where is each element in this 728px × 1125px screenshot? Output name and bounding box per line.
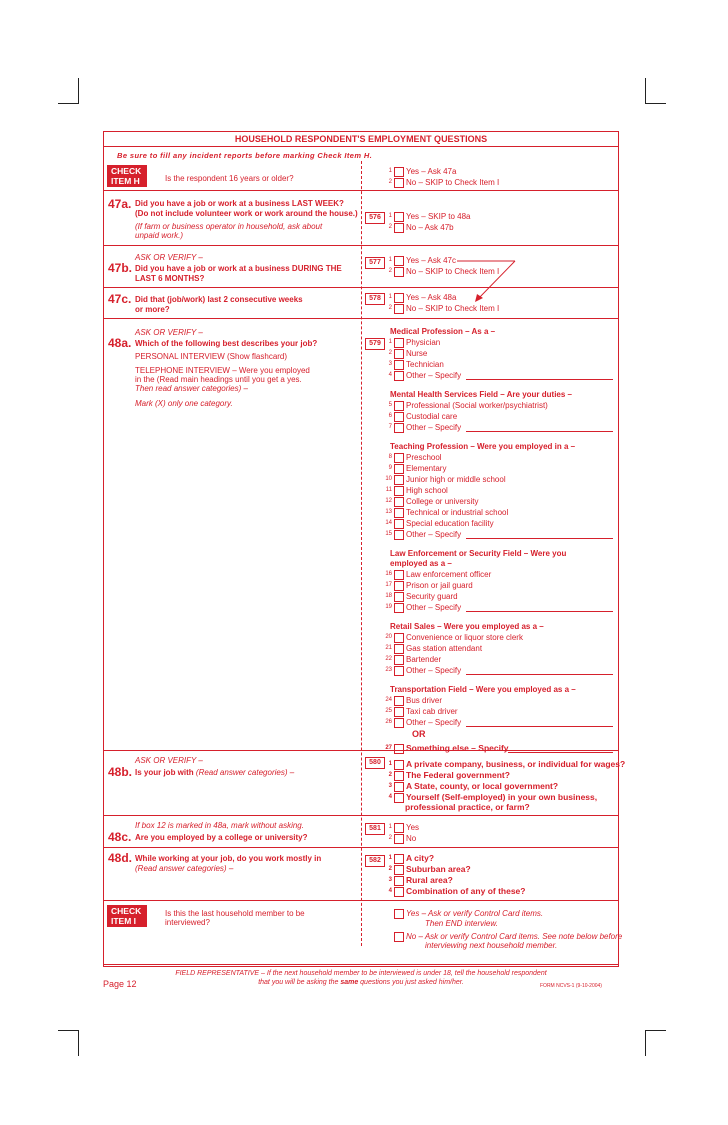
option-checkbox[interactable] [370, 222, 454, 233]
option-checkbox[interactable] [370, 255, 456, 266]
option-number: 2 [388, 835, 392, 841]
option-label: Yes – SKIP to 48a [406, 212, 471, 221]
crop-mark [58, 1030, 78, 1031]
option-label: Junior high or middle school [406, 475, 506, 484]
checkbox[interactable] [394, 876, 404, 886]
checkbox[interactable] [394, 267, 404, 277]
question-number: 47b. [108, 261, 133, 275]
check-item-i-label [107, 905, 147, 927]
question-text: While working at your job, do you work mostly in [135, 854, 322, 863]
checkbox[interactable] [394, 464, 404, 474]
checkbox[interactable] [394, 744, 404, 754]
option-label: No – Ask 47b [406, 223, 454, 232]
question-number: 48c. [108, 830, 132, 844]
option-label: A State, county, or local government? [406, 781, 559, 791]
option-number: 11 [385, 487, 392, 493]
section-heading: Medical Profession – As a – [390, 327, 496, 336]
option-label: Law enforcement officer [406, 570, 492, 579]
checkbox[interactable] [394, 696, 404, 706]
checkbox[interactable] [394, 178, 404, 188]
option-number: 26 [385, 719, 392, 725]
item-code: 580 [365, 757, 385, 769]
divider [103, 318, 619, 319]
option-label: Other – Specify [406, 603, 462, 612]
form-number: FORM NCVS-1 (9-10-2004) [540, 983, 602, 989]
option-checkbox[interactable] [370, 303, 499, 314]
option-number: 1 [388, 213, 392, 219]
option-label: Other – Specify [406, 666, 462, 675]
emphasis: same [340, 979, 359, 986]
option-number: 27 [385, 745, 392, 751]
option-checkbox[interactable] [370, 665, 461, 676]
option-checkbox[interactable] [370, 211, 471, 222]
option-checkbox[interactable] [370, 580, 473, 591]
checkbox[interactable] [394, 603, 404, 613]
item-code: 578 [365, 293, 385, 305]
checkbox[interactable] [394, 256, 404, 266]
option-number: 2 [388, 350, 392, 356]
option-number: 3 [388, 783, 392, 789]
option-number: 18 [385, 593, 392, 599]
divider [103, 190, 619, 191]
option-checkbox[interactable] [370, 348, 427, 359]
option-checkbox[interactable] [370, 781, 558, 792]
divider [103, 287, 619, 288]
divider [103, 900, 619, 901]
option-label: High school [406, 486, 448, 495]
interview-instruction: in the (Read main headings until you get a yes. [135, 375, 302, 384]
option-number: 1 [388, 257, 392, 263]
checkbox[interactable] [394, 401, 404, 411]
option-label: Convenience or liquor store clerk [406, 633, 523, 642]
skip-arrow [455, 258, 520, 303]
option-label: College or university [406, 497, 479, 506]
question-text [135, 768, 294, 778]
option-label: Elementary [406, 464, 447, 473]
option-number: 2 [388, 179, 392, 185]
crop-mark [58, 103, 78, 104]
question-text: Are you employed by a college or university? [135, 833, 308, 842]
option-checkbox[interactable] [370, 908, 543, 919]
checkbox[interactable] [394, 304, 404, 314]
option-number: 21 [385, 645, 392, 651]
checkbox[interactable] [394, 854, 404, 864]
option-checkbox[interactable] [370, 875, 453, 886]
question-number: 47a. [108, 197, 132, 211]
option-label: Prison or jail guard [406, 581, 473, 590]
option-checkbox[interactable] [370, 400, 548, 411]
checkbox[interactable] [394, 655, 404, 665]
checkbox[interactable] [394, 223, 404, 233]
option-checkbox[interactable] [370, 474, 506, 485]
option-label: Preschool [406, 453, 442, 462]
question-text: Which of the following best describes your job? [135, 339, 318, 348]
specify-line[interactable] [466, 379, 613, 380]
option-checkbox[interactable] [370, 632, 523, 643]
option-number: 20 [385, 634, 392, 640]
check-label-line: ITEM I [111, 916, 137, 926]
checkbox[interactable] [394, 423, 404, 433]
option-checkbox[interactable] [370, 706, 458, 717]
option-number: 3 [388, 877, 392, 883]
option-number: 2 [388, 224, 392, 230]
specify-line[interactable] [466, 538, 613, 539]
section-heading: employed as a – [390, 559, 452, 568]
checkbox[interactable] [394, 644, 404, 654]
option-number: 15 [385, 531, 392, 537]
option-number: 22 [385, 656, 392, 662]
option-label: Other – Specify [406, 423, 462, 432]
option-label: Yes – Ask or verify Control Card items. [406, 909, 544, 918]
option-number: 12 [385, 498, 392, 504]
checkbox[interactable] [394, 932, 404, 942]
specify-line[interactable] [466, 674, 613, 675]
option-number: 16 [385, 571, 392, 577]
item-code: 579 [365, 338, 385, 350]
mark-instruction: If box 12 is marked in 48a, mark without asking. [135, 821, 304, 830]
checkbox[interactable] [394, 371, 404, 381]
divider [103, 815, 619, 816]
checkbox[interactable] [394, 592, 404, 602]
checkbox[interactable] [394, 865, 404, 875]
ask-verify-prefix: ASK OR VERIFY – [135, 253, 203, 262]
page-title: HOUSEHOLD RESPONDENT'S EMPLOYMENT QUESTIONS [234, 134, 488, 144]
option-label: No [406, 834, 417, 843]
question-number: 48b. [108, 765, 133, 779]
option-checkbox[interactable] [370, 370, 461, 381]
option-label-continued: Then END interview. [425, 919, 498, 928]
checkbox[interactable] [394, 453, 404, 463]
checkbox[interactable] [394, 360, 404, 370]
option-label: Suburban area? [406, 864, 471, 874]
checkbox[interactable] [394, 570, 404, 580]
question-text: or more? [135, 305, 170, 314]
question-note: unpaid work.) [135, 231, 184, 240]
checkbox[interactable] [394, 834, 404, 844]
option-label: Something else – Specify [406, 743, 509, 753]
question-number: 48a. [108, 336, 132, 350]
checkbox[interactable] [394, 782, 404, 792]
option-checkbox[interactable] [370, 569, 491, 580]
option-label: Taxi cab driver [406, 707, 458, 716]
option-number: 10 [385, 476, 392, 482]
option-checkbox[interactable] [370, 770, 510, 781]
option-label: A private company, business, or individual for wages? [406, 759, 626, 769]
check-label-line: ITEM H [111, 176, 140, 186]
option-label: Yes – Ask 48a [406, 293, 457, 302]
check-i-question: Is this the last household member to be [165, 909, 305, 918]
checkbox[interactable] [394, 718, 404, 728]
option-number: 8 [388, 454, 392, 460]
specify-line[interactable] [466, 726, 613, 727]
option-label-continued: professional practice, or farm? [405, 802, 530, 812]
option-number: 3 [388, 361, 392, 367]
option-label: No – SKIP to Check Item I [406, 178, 500, 187]
option-number: 2 [388, 866, 392, 872]
option-number: 6 [388, 413, 392, 419]
column-divider [361, 161, 362, 946]
specify-line[interactable] [466, 431, 613, 432]
checkbox[interactable] [394, 497, 404, 507]
checkbox[interactable] [394, 293, 404, 303]
option-label: Yes – Ask 47c [406, 256, 456, 265]
checkbox[interactable] [394, 581, 404, 591]
option-number: 1 [388, 824, 392, 830]
option-checkbox[interactable] [370, 422, 461, 433]
option-label: Technical or industrial school [406, 508, 509, 517]
question-number: 48d. [108, 851, 133, 865]
checkbox[interactable] [394, 666, 404, 676]
divider [103, 964, 619, 965]
option-checkbox[interactable] [370, 337, 440, 348]
crop-mark [645, 1030, 646, 1056]
option-number: 4 [388, 888, 392, 894]
interview-instruction: PERSONAL INTERVIEW (Show flashcard) [135, 352, 288, 361]
option-checkbox[interactable] [370, 359, 444, 370]
ask-verify-prefix: ASK OR VERIFY – [135, 328, 203, 337]
option-checkbox[interactable] [370, 759, 625, 770]
interview-instruction: TELEPHONE INTERVIEW – Were you employed [135, 366, 310, 375]
option-number: 1 [388, 339, 392, 345]
option-number: 19 [385, 604, 392, 610]
option-number: 1 [388, 168, 392, 174]
question-text: Did that (job/work) last 2 consecutive weeks [135, 295, 303, 304]
option-checkbox[interactable] [370, 886, 525, 897]
divider [103, 750, 619, 751]
option-checkbox[interactable] [370, 717, 461, 728]
item-code: 576 [365, 212, 385, 224]
item-code: 582 [365, 855, 385, 867]
check-label-line: CHECK [111, 906, 142, 916]
instruction-note: Be sure to fill any incident reports before marking Check Item H. [117, 151, 373, 160]
crop-mark [645, 78, 646, 104]
divider [103, 146, 619, 147]
question-text: Did you have a job or work at a business LAST WEEK? [135, 199, 344, 208]
option-checkbox[interactable] [370, 507, 508, 518]
question-text: LAST 6 MONTHS? [135, 274, 205, 283]
option-checkbox[interactable] [370, 292, 456, 303]
checkbox[interactable] [394, 519, 404, 529]
option-checkbox[interactable] [370, 743, 509, 754]
option-label: Yes – Ask 47a [406, 167, 457, 176]
checkbox[interactable] [394, 349, 404, 359]
option-checkbox[interactable] [370, 822, 419, 833]
option-checkbox[interactable] [370, 864, 471, 875]
page-number: Page 12 [103, 979, 137, 989]
question-note: (Read answer categories) – [135, 864, 234, 873]
option-checkbox[interactable] [370, 518, 494, 529]
question-note: (If farm or business operator in household, ask about [135, 222, 323, 231]
checkbox[interactable] [394, 633, 404, 643]
section-heading: Teaching Profession – Were you employed in a – [390, 442, 576, 451]
checkbox[interactable] [394, 771, 404, 781]
checkbox[interactable] [394, 212, 404, 222]
option-label: Security guard [406, 592, 458, 601]
option-checkbox[interactable] [370, 496, 478, 507]
checkbox[interactable] [394, 887, 404, 897]
checkbox[interactable] [394, 475, 404, 485]
option-checkbox[interactable] [370, 695, 442, 706]
section-heading: Mental Health Services Field – Are your duties – [390, 390, 572, 399]
option-number: 9 [388, 465, 392, 471]
section-heading: Transportation Field – Were you employed as a – [390, 685, 576, 694]
option-checkbox[interactable] [370, 643, 482, 654]
ask-verify-prefix: ASK OR VERIFY – [135, 756, 203, 765]
option-label: Rural area? [406, 875, 453, 885]
option-number: 4 [388, 794, 392, 800]
question-text: Did you have a job or work at a business DURING THE [135, 264, 342, 273]
checkbox[interactable] [394, 167, 404, 177]
option-label: Nurse [406, 349, 428, 358]
question-text-main: Is your job with [135, 768, 194, 777]
option-label: A city? [406, 853, 435, 863]
option-checkbox[interactable] [370, 177, 499, 188]
option-number: 1 [388, 761, 392, 767]
item-code: 577 [365, 257, 385, 269]
option-number: 1 [388, 294, 392, 300]
option-label: Custodial care [406, 412, 458, 421]
crop-mark [646, 103, 666, 104]
checkbox[interactable] [394, 412, 404, 422]
option-number: 17 [385, 582, 392, 588]
option-number: 2 [388, 305, 392, 311]
option-checkbox[interactable] [370, 654, 441, 665]
checkbox[interactable] [394, 909, 404, 919]
option-label: Gas station attendant [406, 644, 483, 653]
question-number: 47c. [108, 292, 132, 306]
divider [103, 847, 619, 848]
option-checkbox[interactable] [370, 485, 448, 496]
crop-mark [646, 1030, 666, 1031]
checkbox[interactable] [394, 486, 404, 496]
option-label: Bartender [406, 655, 442, 664]
crop-mark [78, 78, 79, 104]
specify-line[interactable] [508, 752, 613, 753]
option-checkbox[interactable] [370, 411, 457, 422]
option-number: 1 [388, 855, 392, 861]
option-number: 5 [388, 402, 392, 408]
option-label: Physician [406, 338, 441, 347]
check-item-h-label [107, 165, 147, 187]
option-label: Professional (Social worker/psychiatrist) [406, 401, 548, 410]
checkbox[interactable] [394, 530, 404, 540]
specify-line[interactable] [466, 611, 613, 612]
option-label: Other – Specify [406, 530, 462, 539]
checkbox[interactable] [394, 793, 404, 803]
option-number: 14 [385, 520, 392, 526]
option-label: Yes [406, 823, 420, 832]
option-checkbox[interactable] [370, 591, 458, 602]
option-label: Other – Specify [406, 371, 462, 380]
divider [103, 245, 619, 246]
option-checkbox[interactable] [370, 463, 446, 474]
checkbox[interactable] [394, 338, 404, 348]
option-number: 7 [388, 424, 392, 430]
option-label: Technician [406, 360, 444, 369]
field-rep-note: that you will be asking the same questions you just asked him/her. [258, 979, 464, 986]
option-label: Bus driver [406, 696, 443, 705]
option-label: The Federal government? [406, 770, 510, 780]
option-checkbox[interactable] [370, 166, 456, 177]
option-label: Special education facility [406, 519, 494, 528]
question-text: (Do not include volunteer work or work around the house.) [135, 209, 358, 218]
checkbox[interactable] [394, 508, 404, 518]
field-rep-note: FIELD REPRESENTATIVE – If the next household member to be interviewed is under 18, tell the household respondent [175, 970, 547, 977]
check-i-question: interviewed? [165, 918, 210, 927]
option-label: Combination of any of these? [406, 886, 526, 896]
option-number: 4 [388, 372, 392, 378]
option-checkbox[interactable] [370, 833, 416, 844]
option-label-continued: interviewing next household member. [425, 941, 558, 950]
or-label: OR [412, 729, 426, 739]
section-heading: Retail Sales – Were you employed as a – [390, 622, 544, 631]
option-label: Yourself (Self-employed) in your own business, [406, 792, 598, 802]
checkbox[interactable] [394, 760, 404, 770]
checkbox[interactable] [394, 823, 404, 833]
option-number: 2 [388, 268, 392, 274]
option-checkbox[interactable] [370, 853, 434, 864]
check-h-question: Is the respondent 16 years or older? [165, 174, 294, 183]
crop-mark [78, 1030, 79, 1056]
check-label-line: CHECK [111, 166, 142, 176]
question-text-note: (Read answer categories) – [195, 768, 295, 777]
option-number: 13 [385, 509, 392, 515]
option-checkbox[interactable] [370, 529, 461, 540]
option-checkbox[interactable] [370, 452, 442, 463]
item-code: 581 [365, 823, 385, 835]
interview-instruction: Mark (X) only one category. [135, 399, 233, 408]
interview-instruction: Then read answer categories) – [135, 384, 248, 393]
option-number: 24 [385, 697, 392, 703]
option-label: Other – Specify [406, 718, 462, 727]
checkbox[interactable] [394, 707, 404, 717]
option-checkbox[interactable] [370, 602, 461, 613]
section-heading: Law Enforcement or Security Field – Were you [390, 549, 567, 558]
option-number: 2 [388, 772, 392, 778]
option-number: 23 [385, 667, 392, 673]
option-label: No – Ask or verify Control Card items. See note below before [406, 932, 623, 941]
option-number: 25 [385, 708, 392, 714]
option-label: No – SKIP to Check Item I [406, 267, 500, 276]
option-label: No – SKIP to Check Item I [406, 304, 500, 313]
